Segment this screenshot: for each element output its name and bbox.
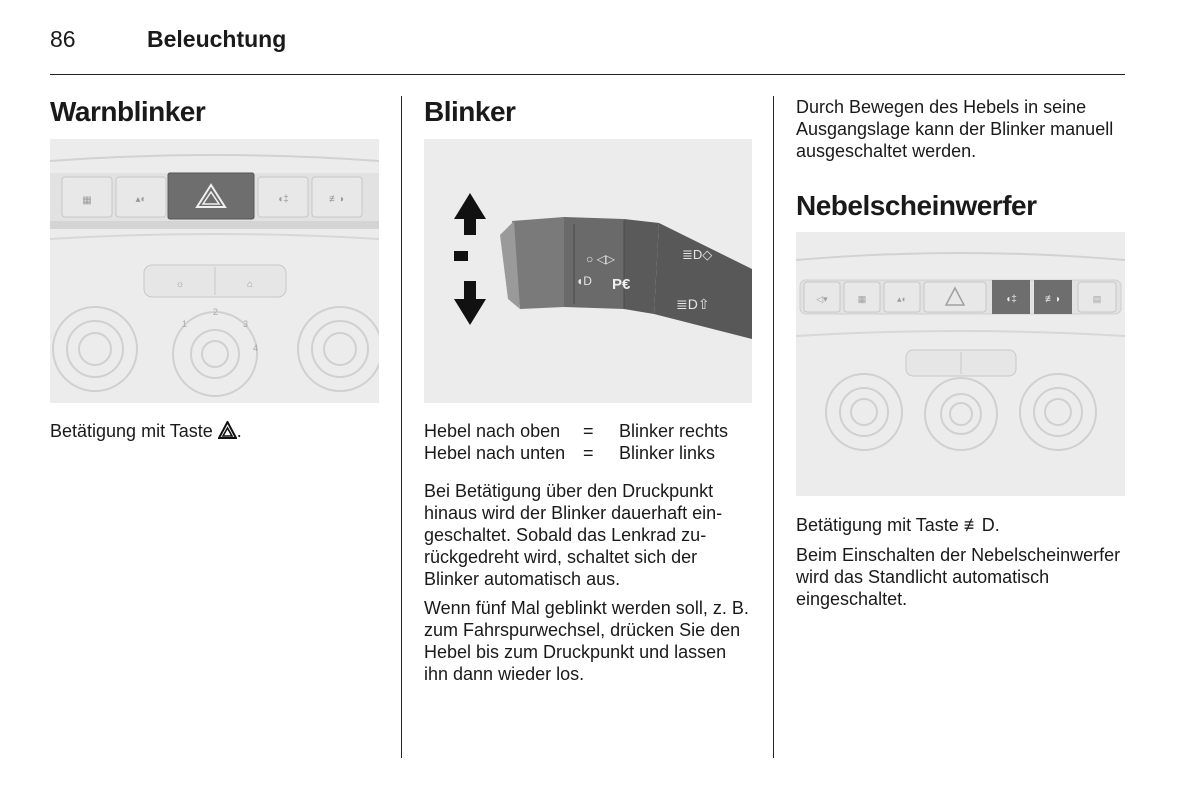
table-row [424,420,754,442]
heading-blinker: Blinker [424,96,516,127]
table-cell-result: Blinker links [619,443,716,463]
table-cell-result: Blinker rechts [619,421,729,441]
caption-hazard-period: . [236,421,242,441]
caption-hazard-text: Betätigung mit Taste [50,421,218,441]
table-row [424,442,754,464]
svg-text:▤: ▤ [1092,294,1102,304]
svg-text:▴◐: ▴◐ [135,194,147,205]
caption-fog-light [796,514,1126,536]
table-cell-equals: = [583,443,594,463]
paragraph-manual-off: Durch Bewegen des Hebels in seine Ausgangslage kann der Blinker manuell ausgeschaltet werden. [796,97,1114,161]
svg-text:3: 3 [243,319,249,329]
svg-text:◖D: ◖D [576,274,592,288]
figure-hazard-switch [50,139,379,403]
column-divider-2 [773,96,774,758]
table-cell-action: Hebel nach oben [424,421,561,441]
svg-text:1: 1 [182,319,188,329]
svg-text:▦: ▦ [82,195,92,206]
svg-text:▴◐: ▴◐ [897,294,907,304]
table-cell-action: Hebel nach unten [424,443,566,463]
front-fog-light-icon: ≢D [963,515,995,535]
svg-text:≢◗: ≢◗ [1044,294,1062,305]
svg-text:◁▾: ◁▾ [816,294,828,304]
caption-fog-period: . [994,515,1000,535]
heading-warnblinker: Warnblinker [50,96,206,127]
svg-text:☼: ☼ [175,279,185,290]
paragraph-blinker-1: Bei Betätigung über den Druckpunkt hinaus wird der Blinker dauerhaft eingeschaltet. Sobald das Lenkrad zurückgedreht wird, schaltet sich der Blinker automatisch aus. [424,481,723,589]
svg-text:≢◗: ≢◗ [328,194,346,205]
svg-text:◖‡: ◖‡ [1005,294,1017,305]
header-rule [50,74,1125,75]
svg-text:▦: ▦ [857,294,867,304]
svg-text:⌂: ⌂ [246,279,254,290]
paragraph-blinker-2: Wenn fünf Mal geblinkt werden soll, z. B. zum Fahrspurwechsel, drücken Sie den Hebel bis zum Druckpunkt und lassen ihn dann wieder los. [424,598,749,684]
svg-text:2: 2 [213,307,219,317]
caption-fog-text: Betätigung mit Taste [796,515,964,535]
lever-park-label: P€ [612,276,631,293]
svg-text:4: 4 [253,343,259,353]
svg-text:≣D⇧: ≣D⇧ [676,296,710,312]
section-title: Beleuchtung [147,26,287,52]
svg-text:≣D◇: ≣D◇ [682,247,713,262]
caption-hazard [50,420,380,442]
figure-fog-light-switch [796,232,1125,496]
table-cell-equals: = [583,421,594,441]
front-fog-light-icon[interactable] [1045,294,1061,305]
svg-text:○ ◁▷: ○ ◁▷ [586,252,616,266]
page-number: 86 [50,26,76,52]
lever-function-table [424,420,754,464]
paragraph-fog-light: Beim Einschalten der Nebelscheinwerfer wird das Standlicht automatisch eingeschaltet. [796,545,1121,609]
svg-text:◖‡: ◖‡ [277,194,289,205]
heading-nebelscheinwerfer: Nebelscheinwerfer [796,190,1037,221]
figure-turn-signal-lever [424,139,752,403]
column-divider-1 [401,96,402,758]
hazard-triangle-icon [218,421,237,439]
